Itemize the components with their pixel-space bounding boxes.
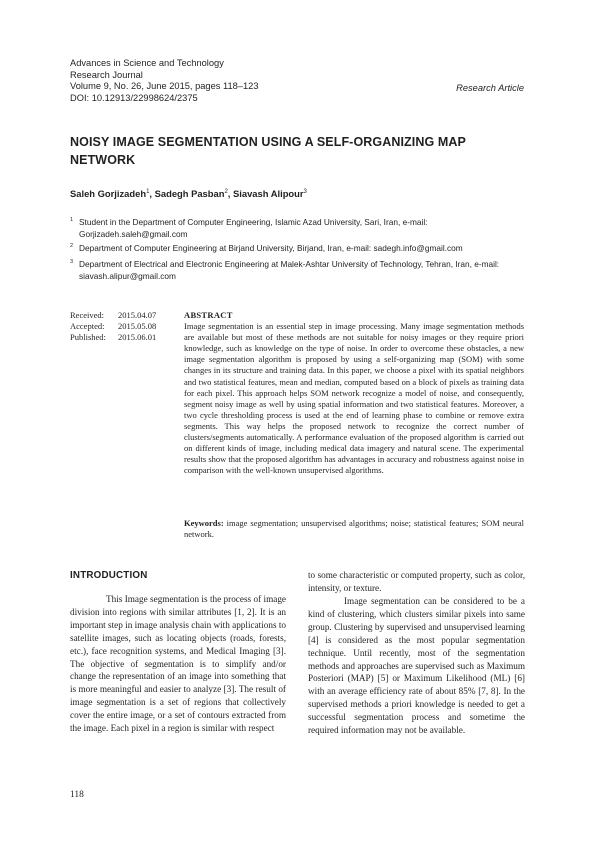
journal-doi: DOI: 10.12913/22998624/2375 [70, 92, 198, 103]
author-affiliation-mark: 1 [146, 188, 150, 195]
publication-dates [70, 310, 156, 343]
affiliation-number: 2 [70, 243, 74, 249]
author-name: Saleh Gorjizadeh [70, 188, 147, 199]
intro-paragraph-right: Image segmentation can be considered to be a kind of clustering, which clusters similar pixels into same group. Clustering by supervised and unsupervised learning [4] is considered as the most popular segmentation technique. Until recently, most of the segmentation methods and approaches are supervised such as Maximum Posteriori (MAP) [5] or Maximum Likelihood (ML) [6] with an average efficiency rate of about 85% [7, 8]. In the supervised methods a priori knowledge is needed to get a successful segmentation process and sometime the required information may not be available. [308, 596, 525, 736]
affiliation-text: Student in the Department of Computer Engineering, Islamic Azad University, Sari, Iran, e-mail: Gorjizadeh.saleh@gmail.com [79, 217, 428, 239]
date-label: Published: [70, 332, 106, 342]
author-affiliation-mark: 2 [224, 188, 228, 195]
abstract-text: Image segmentation is an essential step in image processing. Many image segmentation methods are available but most of these methods are not suitable for noisy images or they require priori knowledge, such as knowledge on the type of noise. In order to overcome these obstacles, a new image segmentation algorithm is proposed by using a self-organizing map (SOM) with some changes in its structure and training data. In this paper, we choose a pixel with its spatial neighbors and two statistical features, mean and median, computed based on a block of pixels as training data for each pixel. This approach helps SOM network recognize a model of noise, and consequently, segment noisy image as well by using spatial information and two statistical features. Moreover, a two cycle thresholding process is used at the end of learning phase to combine or remove extra segments. This way helps the proposed network to recognize the correct number of clusters/segments automatically. A performance evaluation of the proposed algorithm is carried out on different kinds of image, including medical data imagery and natural scene. The experimental results show that the proposed algorithm has advantages in accuracy and robustness against noise in comparison with the well-known unsupervised algorithms. [184, 321, 524, 476]
author-name: Sadegh Pasban [154, 188, 225, 199]
keywords [184, 518, 524, 540]
date-label: Accepted: [70, 321, 105, 331]
author-affiliation-mark: 3 [303, 188, 307, 195]
author-separator: , [227, 188, 234, 199]
date-row [70, 321, 156, 332]
author-name: Siavash Alipour [233, 188, 304, 199]
affiliation-number: 3 [70, 259, 74, 265]
journal-volume: Volume 9, No. 26, June 2015, pages 118–123 [70, 81, 259, 91]
intro-paragraph-right-continued: to some characteristic or computed property, such as color, intensity, or texture. [308, 570, 525, 593]
affiliation [70, 259, 530, 282]
article-type: Research Article [456, 83, 524, 93]
author-separator: , [149, 188, 155, 199]
affiliation-text: Department of Computer Engineering at Birjand University, Birjand, Iran, e-mail: sadegh.info@gmail.com [79, 243, 463, 253]
date-value: 2015.06.01 [118, 332, 157, 342]
section-heading-introduction: INTRODUCTION [70, 570, 148, 581]
keywords-label: Keywords: [184, 518, 224, 528]
journal-name-line1: Advances in Science and Technology [70, 58, 224, 68]
paper-title: NOISY IMAGE SEGMENTATION USING A SELF-ORGANIZING MAP NETWORK [70, 135, 466, 167]
keywords-text: image segmentation; unsupervised algorithms; noise; statistical features; SOM neural network. [184, 518, 524, 540]
affiliation-number: 1 [70, 217, 74, 223]
intro-paragraph-left: This Image segmentation is the process of image division into regions with similar attributes [1, 2]. It is an important step in image analysis chain with applications to satellite images, such as locating objects (roads, forests, etc.), face recognition systems, and Medical Imaging [3]. The objective of segmentation is to simplify and/or change the representation of an image into something that is more meaningful and easier to analyze [3]. The result of image segmentation is a set of regions that collectively cover the entire image, or a set of contours extracted from the image. Each pixel in a region is similar with respect [70, 594, 286, 734]
author-list [70, 188, 307, 199]
affiliation-text: Department of Electrical and Electronic Engineering at Malek-Ashtar University of Technology, Tehran, Iran, e-mail: siavash.alipur@gmail.com [79, 259, 500, 281]
page-number: 118 [70, 790, 84, 800]
date-value: 2015.05.08 [118, 321, 157, 331]
date-row [70, 310, 156, 321]
affiliation [70, 243, 530, 255]
abstract-heading: ABSTRACT [184, 310, 233, 320]
date-row [70, 332, 156, 343]
abstract [184, 310, 524, 476]
date-value: 2015.04.07 [118, 310, 157, 320]
date-label: Received: [70, 310, 104, 320]
journal-name-line2: Research Journal [70, 69, 143, 80]
journal-info [70, 58, 259, 104]
affiliation [70, 217, 530, 240]
